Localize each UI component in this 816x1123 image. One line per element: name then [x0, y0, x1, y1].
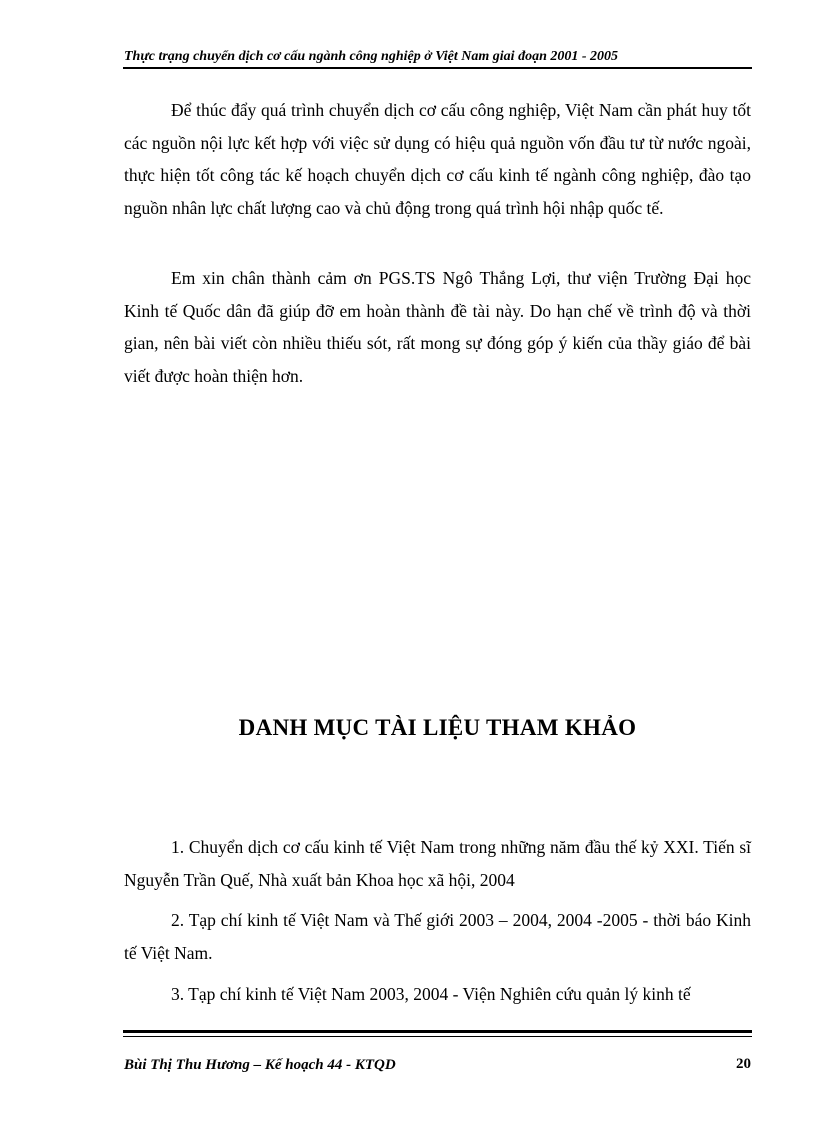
- body-paragraph: Để thúc đẩy quá trình chuyển dịch cơ cấu công nghiệp, Việt Nam cần phát huy tốt các nguồn nội lực kết hợp với việc sử dụng có hiệu quả nguồn vốn đầu tư từ nước ngoài, thực hiện tốt công tác kế hoạch chuyển dịch cơ cấu kinh tế ngành công nghiệp, đào tạo nguồn nhân lực chất lượng cao và chủ động trong quá trình hội nhập quốc tế.: [124, 100, 751, 218]
- page-header-title: Thực trạng chuyển dịch cơ cấu ngành công nghiệp ở Việt Nam giai đoạn 2001 - 2005: [124, 49, 619, 64]
- reference-item: 2. Tạp chí kinh tế Việt Nam và Thế giới 2003 – 2004, 2004 -2005 - thời báo Kinh tế Việt Nam.: [124, 910, 751, 963]
- header-divider: [123, 67, 752, 69]
- footer-divider-thick: [123, 1030, 752, 1033]
- footer-divider-thin: [123, 1036, 752, 1037]
- footer-author: Bùi Thị Thu Hương – Kế hoạch 44 - KTQD: [124, 1057, 396, 1073]
- page-number: 20: [736, 1056, 751, 1072]
- reference-item: 1. Chuyển dịch cơ cấu kinh tế Việt Nam trong những năm đầu thế kỷ XXI. Tiến sĩ Nguyễn Trần Quế, Nhà xuất bản Khoa học xã hội, 2004: [124, 837, 751, 890]
- reference-item: 3. Tạp chí kinh tế Việt Nam 2003, 2004 - Viện Nghiên cứu quản lý kinh tế: [171, 984, 691, 1004]
- references-heading: DANH MỤC TÀI LIỆU THAM KHẢO: [238, 715, 637, 740]
- body-paragraph: Em xin chân thành cảm ơn PGS.TS Ngô Thắng Lợi, thư viện Trường Đại học Kinh tế Quốc dân đã giúp đỡ em hoàn thành đề tài này. Do hạn chế về trình độ và thời gian, nên bài viết còn nhiều thiếu sót, rất mong sự đóng góp ý kiến của thầy giáo để bài viết được hoàn thiện hơn.: [124, 268, 751, 386]
